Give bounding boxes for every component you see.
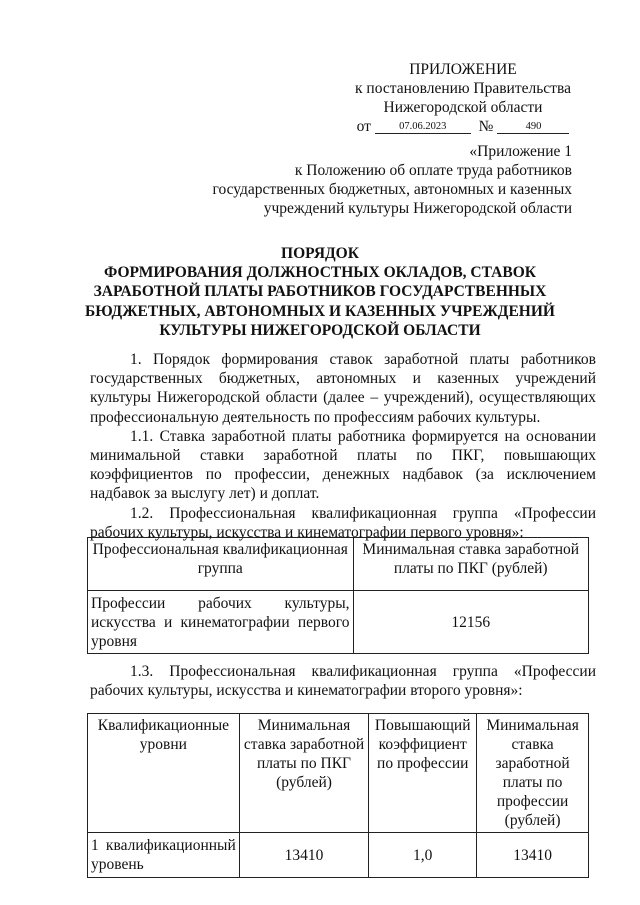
number-label: №: [478, 118, 494, 135]
sub-appendix-line-2: к Положению об оплате труда работников: [294, 162, 572, 179]
paragraph-1-3: 1.3. Профессиональная квалификационная группа «Профессии рабочих культуры, искусства и кинематографии второго уровня»:: [90, 663, 596, 700]
paragraph-1: 1. Порядок формирования ставок заработной платы работников государственных бюджетных, автономных и казенных учреждений культуры Нижегородской области (далее – учреждений), осуществляющих профессиональную деятельность по профессиям рабочих культуры.: [90, 351, 596, 426]
appendix-line-2: Нижегородской области: [383, 99, 543, 116]
table-cell: 12156: [353, 591, 589, 654]
appendix-date-line: [352, 117, 574, 136]
table-header-cell: Минимальная ставка заработной платы по профессии (рублей): [477, 714, 589, 833]
table-cell: 1 квалификационный уровень: [88, 833, 240, 878]
sub-appendix-block: [192, 142, 572, 218]
table-cell: 13410: [477, 833, 589, 878]
appendix-title: ПРИЛОЖЕНИЕ: [409, 61, 517, 78]
table-row: [88, 833, 589, 878]
decree-date: 07.06.2023: [375, 120, 471, 134]
table-header-cell: Минимальная ставка заработной платы по ПКГ (рублей): [239, 714, 369, 833]
sub-appendix-line-3: государственных бюджетных, автономных и казенных: [212, 181, 572, 198]
document-title: [70, 244, 570, 340]
table-header-row: [88, 538, 589, 591]
title-line-2: ФОРМИРОВАНИЯ ДОЛЖНОСТНЫХ ОКЛАДОВ, СТАВОК: [103, 264, 537, 282]
decree-number: 490: [497, 120, 569, 134]
appendix-line-1: к постановлению Правительства: [355, 80, 571, 97]
table-header-cell: Минимальная ставка заработной платы по ПКГ (рублей): [353, 538, 589, 591]
table-header-row: [88, 714, 589, 833]
paragraph-1-1: 1.1. Ставка заработной платы работника формируется на основании минимальной ставки заработной платы по ПКГ, повышающих коэффициентов по профессии, денежных надбавок (за исключением надбавок за выслугу лет) и доплат.: [90, 427, 596, 503]
paragraph-1-2: 1.2. Профессиональная квалификационная группа «Профессии рабочих культуры, искусства и кинематографии первого уровня»:: [90, 504, 596, 541]
table-row: [88, 591, 589, 654]
appendix-block: [352, 60, 574, 136]
from-label: от: [356, 118, 371, 135]
sub-appendix-line-4: учреждений культуры Нижегородской области: [263, 200, 572, 217]
table-cell: Профессии рабочих культуры, искусства и кинематографии первого уровня: [88, 591, 354, 654]
pkg-level-2-table: [87, 713, 589, 878]
title-line-4: БЮДЖЕТНЫХ, АВТОНОМНЫХ И КАЗЕННЫХ УЧРЕЖДЕНИЙ: [85, 302, 555, 320]
title-line-1: ПОРЯДОК: [281, 245, 359, 262]
body-text-2: [90, 662, 596, 700]
pkg-level-1-table: [87, 537, 589, 654]
table-cell: 1,0: [369, 833, 477, 878]
table-cell: 13410: [239, 833, 369, 878]
table-header-cell: Квалификационные уровни: [88, 714, 240, 833]
title-line-3: ЗАРАБОТНОЙ ПЛАТЫ РАБОТНИКОВ ГОСУДАРСТВЕННЫХ: [93, 283, 547, 301]
table-header-cell: Повышающий коэффициент по профессии: [369, 714, 477, 833]
table-header-cell: Профессиональная квалификационная группа: [88, 538, 354, 591]
sub-appendix-line-1: «Приложение 1: [469, 143, 572, 160]
body-text: [90, 350, 596, 542]
title-line-5: КУЛЬТУРЫ НИЖЕГОРОДСКОЙ ОБЛАСТИ: [159, 321, 481, 339]
